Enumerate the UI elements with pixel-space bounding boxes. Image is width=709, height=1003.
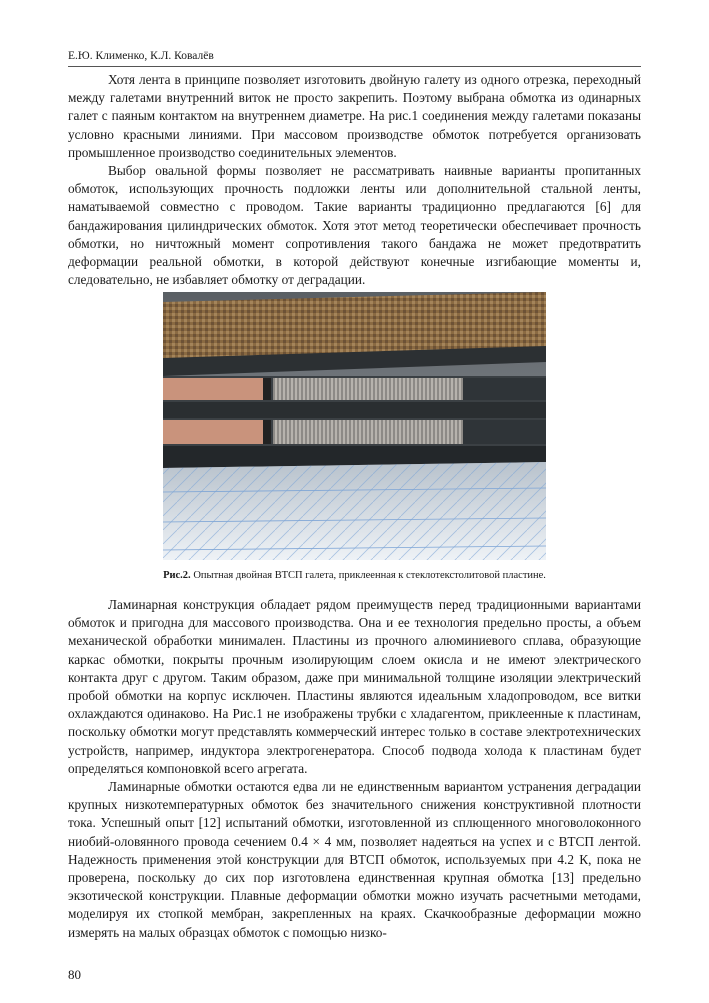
- paragraph: Выбор овальной формы позволяет не рассматривать наивные варианты пропитанных обмоток, использующих прочность подложки ленты или дополнительной стальной ленты, наматываемой совместно с проводом. Такие варианты традиционно предлагаются [6] для бандажирования цилиндрических обмоток. Хотя этот метод теоретически обеспечивает прочность обмотки, но ничтожный момент сопротивления такого бандажа не может предотвратить деформации реальной обмотки, в которой действуют конечные изгибающие моменты и, следовательно, не избавляет обмотку от деградации.: [68, 163, 641, 288]
- figure-caption-text: Опытная двойная ВТСП галета, приклеенная к стеклотекстолитовой пластине.: [193, 570, 546, 581]
- page-number: 80: [68, 967, 81, 982]
- paragraph: Ламинарные обмотки остаются едва ли не единственным вариантом устранения деградации крупных низкотемпературных обмоток без значительного снижения конструктивной плотности тока. Успешный опыт [12] испытаний обмотки, изготовленной из сплющенного многоволоконного ниобий-оловянного провода сечением 0.4 × 4 мм, позволяет надеяться на успех и с ВТСП лентой. Надежность применения этой конструкции для ВТСП обмоток, используемых при 4.2 К, пока не проверена, поскольку до сих пор изготовлена единственная крупная обмотка [13] предельно экзотической конструкции. Плавные деформации обмотки можно изучать расчетными методами, моделируя их стопкой мембран, закрепленных на краях. Скачкообразные деформации можно измерять на малых образцах обмоток с помощью низко-: [68, 779, 641, 940]
- figure-caption: [68, 570, 641, 581]
- body-text-bottom: [68, 596, 641, 942]
- running-header: Е.Ю. Клименко, К.Л. Ковалёв: [68, 50, 214, 62]
- figure-photo: [163, 292, 546, 560]
- paragraph: Ламинарная конструкция обладает рядом преимуществ перед традиционными вариантами обмоток и пригодна для массового производства. Она и ее технология предельно просты, а объем механической обработки минимален. Пластины из прочного алюминиевого сплава, образующие каркас обмотки, покрыты прочным изолирующим слоем окисла и не имеют электрического контакта друг с другом. Таким образом, даже при минимальной толщине изоляции электрический пробой обмотки на корпус исключен. Пластины являются идеальным хладопроводом, все витки охлаждаются одинаково. На Рис.1 не изображены трубки с хладагентом, приклеенные к пластинам, поскольку обмотки могут представлять коммерческий интерес только в составе электротехнических устройств, например, индуктора электрогенератора. Способ подвода холода к пластинам будет определяться компоновкой всего агрегата.: [68, 597, 641, 776]
- header-divider: [68, 66, 641, 67]
- body-text-top: [68, 71, 641, 289]
- figure-label: Рис.2.: [163, 570, 191, 581]
- paragraph: Хотя лента в принципе позволяет изготовить двойную галету из одного отрезка, переходный между галетами внутренний виток не просто закрепить. Поэтому выбрана обмотка из одинарных галет с паяным контактом на внутреннем диаметре. На рис.1 соединения между галетами показаны условно красными линиями. При массовом производстве обмоток потребуется организовать промышленное производство соединительных элементов.: [68, 72, 641, 160]
